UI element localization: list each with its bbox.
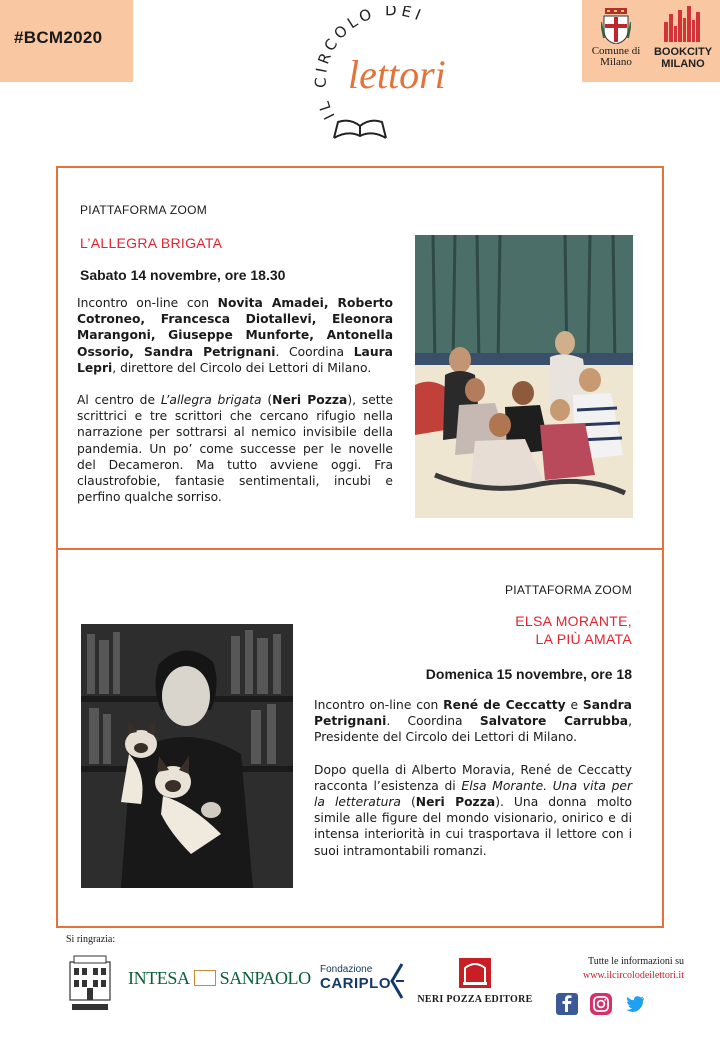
website-link[interactable]: www.ilcircolodeilettori.it: [583, 970, 684, 981]
comune-milano-logo[interactable]: [590, 8, 642, 68]
event1-date: Sabato 14 novembre, ore 18.30: [80, 267, 286, 283]
event2-paragraph-2: Dopo quella di Alberto Moravia, René de Ceccatty racconta l’esistenza di Elsa Morante. Una vita per la letteratura (Neri Pozza). Una donna molto simile alle figure del mondo visionario, onirico e di intensa interiorità in cui trasportava il lettore con i suoi intramontabili romanzi.: [314, 762, 633, 858]
neri-pozza-mark-icon: [459, 958, 491, 988]
elsa-morante-photo: [81, 624, 293, 888]
info-text: Tutte le informazioni su: [587, 956, 684, 967]
bookcity-icon: [662, 6, 704, 42]
event1-title: L’ALLEGRA BRIGATA: [80, 235, 223, 251]
event2-paragraph-1: Incontro on-line con René de Ceccatty e Sandra Petrignani. Coordina Salvatore Carrubba, Presidente del Circolo dei Lettori di Milano.: [314, 698, 632, 745]
allegra-brigata-painting: [415, 235, 633, 518]
twitter-icon[interactable]: [624, 993, 646, 1015]
fondazione-cariplo-logo[interactable]: [320, 964, 391, 992]
event1-platform: PIATTAFORMA ZOOM: [80, 203, 208, 217]
comune-label: Milano: [600, 56, 632, 68]
instagram-icon[interactable]: [590, 993, 612, 1015]
hashtag: #BCM2020: [14, 28, 103, 47]
facebook-icon[interactable]: [556, 993, 578, 1015]
event1-paragraph-2: Al centro de L’allegra brigata (Neri Pozza), sette scrittrici e tre scrittori che cercano rifugio nella narrazione per sottrarsi al nemico invisibile della pandemia. Un po’ come successe per le novelle del Decameron. Ma tutto avviene oggi. Fra claustrofobie, fantasie sentimentali, incubi e perfino qualche sorriso.: [77, 393, 394, 505]
partners-box: [582, 0, 720, 82]
section-divider: [56, 548, 664, 550]
bookcity-label-1: BOOKCITY: [653, 46, 713, 58]
event2-date: Domenica 15 novembre, ore 18: [425, 666, 632, 682]
casa-manzoni-logo[interactable]: [68, 954, 112, 1012]
bookcity-label-2: MILANO: [661, 58, 705, 71]
social-links: [556, 993, 646, 1015]
intesa-sanpaolo-logo[interactable]: [128, 968, 311, 989]
comune-label-small: Comune di: [591, 45, 641, 57]
event1-description: [77, 295, 393, 521]
event2-title: [515, 612, 632, 648]
thanks-label: Si ringrazia:: [66, 934, 116, 945]
event2-title-line-1: ELSA MORANTE,: [515, 613, 632, 629]
event2-platform: PIATTAFORMA ZOOM: [504, 583, 632, 597]
cariplo-label-1: Fondazione: [320, 964, 373, 975]
neri-pozza-logo[interactable]: [414, 958, 536, 1005]
event1-paragraph-1: Incontro on-line con Novita Amadei, Roberto Cotroneo, Francesca Diotallevi, Eleonora Marangoni, Giuseppe Munforte, Antonella Ossorio, Sandra Petrignani. Coordina Laura Lepri, direttore del Circolo dei Lettori di Milano.: [77, 296, 393, 375]
logo-lettori: lettori: [348, 52, 446, 97]
info-block: [583, 955, 684, 983]
book-icon: [334, 121, 386, 138]
neri-pozza-label: NERI POZZA EDITORE: [417, 994, 533, 1005]
hashtag-box: [0, 0, 133, 82]
intesa-label: INTESA: [128, 968, 190, 988]
cariplo-mark-icon: [390, 962, 406, 1000]
intesa-mark-icon: [194, 970, 216, 986]
logo-arc-text: IL CIRCOLO DEI: [311, 6, 427, 123]
bookcity-logo[interactable]: [650, 6, 716, 70]
crest-icon: [601, 8, 631, 44]
sanpaolo-label: SANPAOLO: [219, 968, 311, 988]
circolo-lettori-logo[interactable]: [300, 6, 480, 146]
event2-title-line-2: LA PIÙ AMATA: [535, 631, 632, 647]
event2-description: [314, 697, 632, 875]
cariplo-label-2: CARIPLO: [320, 975, 391, 992]
